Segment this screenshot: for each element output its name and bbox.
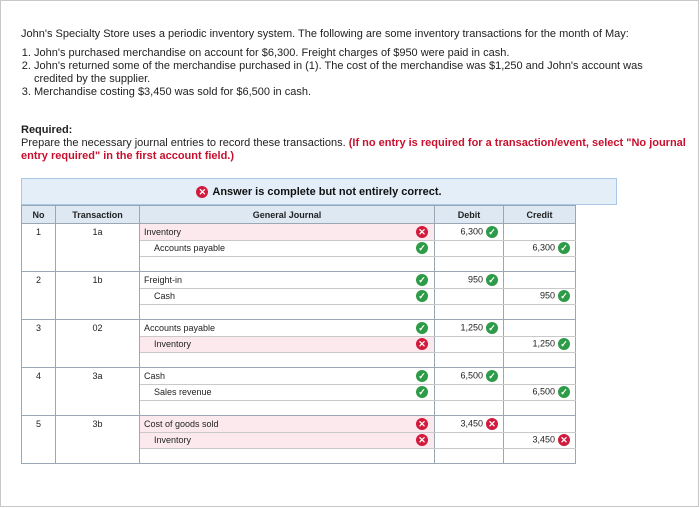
required-note: (If no entry is required for a transaction/event, select "No journal entry required" in the first account field.) bbox=[21, 137, 686, 162]
amount-value: 1,250 bbox=[460, 322, 483, 333]
journal-body bbox=[22, 224, 576, 464]
account-label: Inventory bbox=[154, 339, 192, 350]
transaction-list bbox=[21, 47, 681, 99]
x-circle-icon: ✕ bbox=[486, 418, 498, 430]
account-label: Cost of goods sold bbox=[144, 418, 219, 429]
header-no: No bbox=[22, 206, 56, 224]
debit-account-select[interactable] bbox=[140, 224, 435, 241]
empty-cell bbox=[56, 449, 140, 464]
journal-header-row bbox=[22, 206, 576, 224]
empty-cell bbox=[22, 305, 56, 320]
debit-amount-input[interactable] bbox=[435, 224, 504, 241]
check-circle-icon: ✓ bbox=[486, 274, 498, 286]
empty-cell bbox=[22, 353, 56, 368]
amount-value: 950 bbox=[539, 290, 555, 301]
empty-cell bbox=[22, 257, 56, 272]
journal-row-blank bbox=[22, 353, 576, 368]
credit-amount-input[interactable] bbox=[504, 416, 576, 433]
credit-amount-input[interactable] bbox=[504, 384, 576, 401]
journal-row-blank bbox=[22, 401, 576, 416]
required-text: Prepare the necessary journal entries to record these transactions. bbox=[21, 137, 346, 149]
journal-row-debit bbox=[22, 416, 576, 433]
empty-cell bbox=[56, 401, 140, 416]
x-circle-icon: ✕ bbox=[558, 434, 570, 446]
debit-amount-input[interactable] bbox=[435, 305, 504, 320]
debit-account-select[interactable] bbox=[140, 320, 435, 337]
empty-cell bbox=[22, 288, 56, 305]
journal-row-debit bbox=[22, 320, 576, 337]
check-circle-icon: ✓ bbox=[558, 242, 570, 254]
credit-account-select[interactable] bbox=[140, 432, 435, 449]
check-circle-icon: ✓ bbox=[558, 386, 570, 398]
credit-amount-input[interactable] bbox=[504, 353, 576, 368]
transaction-id: 1b bbox=[56, 272, 140, 289]
empty-cell bbox=[22, 401, 56, 416]
amount-value: 3,450 bbox=[532, 434, 555, 445]
header-transaction: Transaction bbox=[56, 206, 140, 224]
journal-row-blank bbox=[22, 305, 576, 320]
transaction-id: 3a bbox=[56, 368, 140, 385]
journal-row-credit bbox=[22, 384, 576, 401]
amount-value: 3,450 bbox=[460, 418, 483, 429]
amount-value: 950 bbox=[467, 274, 483, 285]
account-label: Cash bbox=[144, 370, 166, 381]
check-circle-icon: ✓ bbox=[558, 338, 570, 350]
x-circle-icon: ✕ bbox=[416, 338, 428, 350]
debit-amount-input[interactable] bbox=[435, 401, 504, 416]
debit-amount-input[interactable] bbox=[435, 384, 504, 401]
check-circle-icon: ✓ bbox=[416, 322, 428, 334]
blank-account-select[interactable] bbox=[140, 401, 435, 416]
transaction-item: 1. John's purchased merchandise on account for $6,300. Freight charges of $950 were paid in cash. bbox=[34, 47, 681, 60]
empty-cell bbox=[22, 240, 56, 257]
credit-amount-input[interactable] bbox=[504, 336, 576, 353]
journal-row-credit bbox=[22, 336, 576, 353]
x-circle-icon: ✕ bbox=[416, 418, 428, 430]
problem-intro: John's Specialty Store uses a periodic inventory system. The following are some inventory transactions for the month of May: bbox=[21, 28, 629, 40]
check-circle-icon: ✓ bbox=[416, 386, 428, 398]
empty-cell bbox=[22, 384, 56, 401]
journal-table bbox=[21, 205, 576, 464]
credit-amount-input[interactable] bbox=[504, 257, 576, 272]
account-label: Freight-in bbox=[144, 274, 183, 285]
empty-cell bbox=[56, 305, 140, 320]
answer-status-banner bbox=[21, 178, 617, 205]
credit-amount-input[interactable] bbox=[504, 305, 576, 320]
header-general-journal: General Journal bbox=[140, 206, 435, 224]
empty-cell bbox=[56, 384, 140, 401]
x-circle-icon: ✕ bbox=[416, 434, 428, 446]
required-heading: Required: bbox=[21, 124, 73, 136]
credit-amount-input[interactable] bbox=[504, 449, 576, 464]
header-debit: Debit bbox=[435, 206, 504, 224]
credit-amount-input[interactable] bbox=[504, 272, 576, 289]
check-circle-icon: ✓ bbox=[558, 290, 570, 302]
transaction-id: 3b bbox=[56, 416, 140, 433]
account-label: Cash bbox=[154, 291, 176, 302]
amount-value: 6,500 bbox=[532, 386, 555, 397]
credit-amount-input[interactable] bbox=[504, 320, 576, 337]
journal-row-credit bbox=[22, 288, 576, 305]
credit-amount-input[interactable] bbox=[504, 224, 576, 241]
empty-cell bbox=[56, 353, 140, 368]
check-circle-icon: ✓ bbox=[416, 290, 428, 302]
account-label: Inventory bbox=[144, 226, 182, 237]
entry-number: 4 bbox=[22, 368, 56, 385]
entry-number: 2 bbox=[22, 272, 56, 289]
empty-cell bbox=[56, 336, 140, 353]
debit-amount-input[interactable] bbox=[435, 257, 504, 272]
credit-amount-input[interactable] bbox=[504, 288, 576, 305]
journal-row-debit bbox=[22, 272, 576, 289]
transaction-id: 02 bbox=[56, 320, 140, 337]
debit-amount-input[interactable] bbox=[435, 272, 504, 289]
check-circle-icon: ✓ bbox=[486, 322, 498, 334]
blank-account-select[interactable] bbox=[140, 449, 435, 464]
blank-account-select[interactable] bbox=[140, 353, 435, 368]
debit-account-select[interactable] bbox=[140, 368, 435, 385]
credit-account-select[interactable] bbox=[140, 288, 435, 305]
debit-amount-input[interactable] bbox=[435, 288, 504, 305]
debit-amount-input[interactable] bbox=[435, 336, 504, 353]
debit-amount-input[interactable] bbox=[435, 240, 504, 257]
entry-number: 3 bbox=[22, 320, 56, 337]
debit-amount-input[interactable] bbox=[435, 353, 504, 368]
required-section bbox=[21, 124, 691, 163]
journal-row-blank bbox=[22, 449, 576, 464]
empty-cell bbox=[22, 449, 56, 464]
debit-amount-input[interactable] bbox=[435, 416, 504, 433]
account-label: Sales revenue bbox=[154, 387, 212, 398]
journal-row-credit bbox=[22, 240, 576, 257]
entry-number: 5 bbox=[22, 416, 56, 433]
credit-account-select[interactable] bbox=[140, 384, 435, 401]
amount-value: 6,300 bbox=[532, 242, 555, 253]
journal-row-credit bbox=[22, 432, 576, 449]
debit-amount-input[interactable] bbox=[435, 368, 504, 385]
credit-account-select[interactable] bbox=[140, 240, 435, 257]
amount-value: 6,300 bbox=[460, 226, 483, 237]
check-circle-icon: ✓ bbox=[486, 226, 498, 238]
journal-row-debit bbox=[22, 224, 576, 241]
account-label: Accounts payable bbox=[154, 243, 226, 254]
transaction-item: 3. Merchandise costing $3,450 was sold for $6,500 in cash. bbox=[34, 86, 681, 99]
account-label: Accounts payable bbox=[144, 322, 216, 333]
credit-amount-input[interactable] bbox=[504, 240, 576, 257]
check-circle-icon: ✓ bbox=[416, 370, 428, 382]
empty-cell bbox=[56, 288, 140, 305]
check-circle-icon: ✓ bbox=[486, 370, 498, 382]
amount-value: 1,250 bbox=[532, 338, 555, 349]
problem-statement bbox=[21, 28, 681, 99]
x-circle-icon: ✕ bbox=[196, 186, 208, 198]
credit-account-select[interactable] bbox=[140, 336, 435, 353]
debit-amount-input[interactable] bbox=[435, 320, 504, 337]
check-circle-icon: ✓ bbox=[416, 242, 428, 254]
debit-amount-input[interactable] bbox=[435, 432, 504, 449]
entry-number: 1 bbox=[22, 224, 56, 241]
journal-row-blank bbox=[22, 257, 576, 272]
credit-amount-input[interactable] bbox=[504, 401, 576, 416]
check-circle-icon: ✓ bbox=[416, 274, 428, 286]
credit-amount-input[interactable] bbox=[504, 432, 576, 449]
journal-row-debit bbox=[22, 368, 576, 385]
empty-cell bbox=[56, 240, 140, 257]
transaction-item: 2. John's returned some of the merchandise purchased in (1). The cost of the merchandise was $1,250 and John's account was credited by the supplier. bbox=[34, 60, 681, 86]
blank-account-select[interactable] bbox=[140, 257, 435, 272]
empty-cell bbox=[56, 432, 140, 449]
empty-cell bbox=[22, 432, 56, 449]
account-label: Inventory bbox=[154, 435, 192, 446]
debit-account-select[interactable] bbox=[140, 272, 435, 289]
debit-amount-input[interactable] bbox=[435, 449, 504, 464]
empty-cell bbox=[22, 336, 56, 353]
blank-account-select[interactable] bbox=[140, 305, 435, 320]
credit-amount-input[interactable] bbox=[504, 368, 576, 385]
required-instructions bbox=[21, 137, 691, 163]
empty-cell bbox=[56, 257, 140, 272]
transaction-id: 1a bbox=[56, 224, 140, 241]
answer-status-text: Answer is complete but not entirely correct. bbox=[212, 185, 442, 198]
amount-value: 6,500 bbox=[460, 370, 483, 381]
header-credit: Credit bbox=[504, 206, 576, 224]
x-circle-icon: ✕ bbox=[416, 226, 428, 238]
debit-account-select[interactable] bbox=[140, 416, 435, 433]
